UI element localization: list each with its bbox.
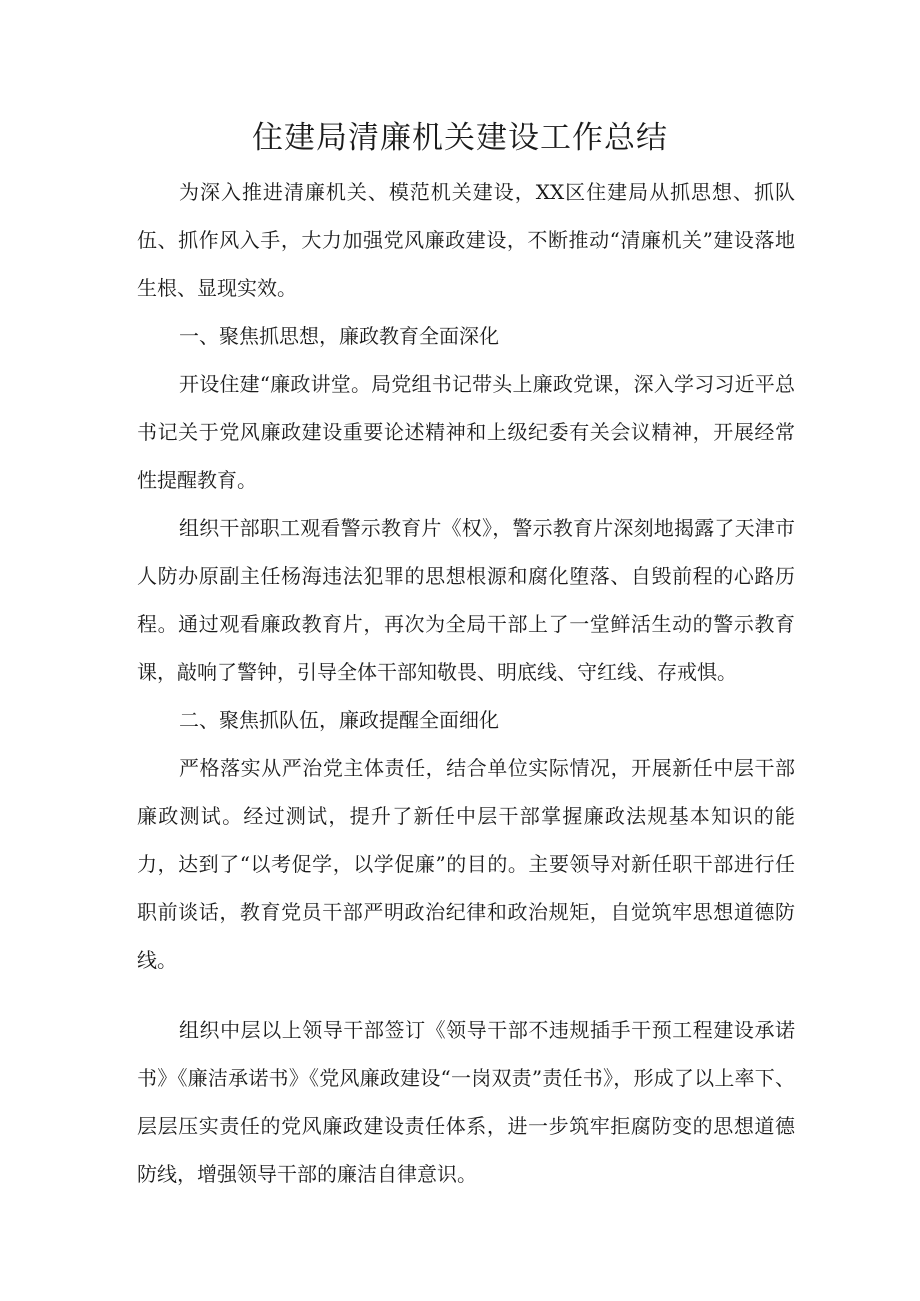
paragraph-intro: 为深入推进清廉机关、模范机关建设，XX区住建局从抓思想、抓队伍、抓作风入手，大力加强党风廉政建设，不断推动“清廉机关”建设落地生根、显现实效。 bbox=[137, 180, 795, 300]
document-body bbox=[137, 168, 795, 1198]
paragraph-warning-film: 组织干部职工观看警示教育片《权》，警示教育片深刻地揭露了天津市人防办原副主任杨海违法犯罪的思想根源和腐化堕落、自毁前程的心路历程。通过观看廉政教育片，再次为全局干部上了一堂鲜活生动的警示教育课，敲响了警钟，引导全体干部知敬畏、明底线、守红线、存戒惧。 bbox=[137, 516, 795, 684]
document-title: 住建局清廉机关建设工作总结 bbox=[252, 120, 668, 156]
paragraph-lecture-hall: 开设住建“廉政讲堂。局党组书记带头上廉政党课，深入学习习近平总书记关于党风廉政建设重要论述精神和上级纪委有关会议精神，开展经常性提醒教育。 bbox=[137, 372, 795, 492]
section-heading-1: 一、聚焦抓思想，廉政教育全面深化 bbox=[179, 324, 499, 348]
section-heading-2: 二、聚焦抓队伍，廉政提醒全面细化 bbox=[179, 708, 499, 732]
paragraph-integrity-test: 严格落实从严治党主体责任，结合单位实际情况，开展新任中层干部廉政测试。经过测试，提升了新任中层干部掌握廉政法规基本知识的能力，达到了“以考促学，以学促廉”的目的。主要领导对新任职干部进行任职前谈话，教育党员干部严明政治纪律和政治规矩，自觉筑牢思想道德防线。 bbox=[137, 756, 795, 972]
paragraph-commitment: 组织中层以上领导干部签订《领导干部不违规插手干预工程建设承诺书》《廉洁承诺书》《党风廉政建设“一岗双责”责任书》，形成了以上率下、层层压实责任的党风廉政建设责任体系，进一步筑牢拒腐防变的思想道德防线，增强领导干部的廉洁自律意识。 bbox=[137, 1018, 795, 1186]
